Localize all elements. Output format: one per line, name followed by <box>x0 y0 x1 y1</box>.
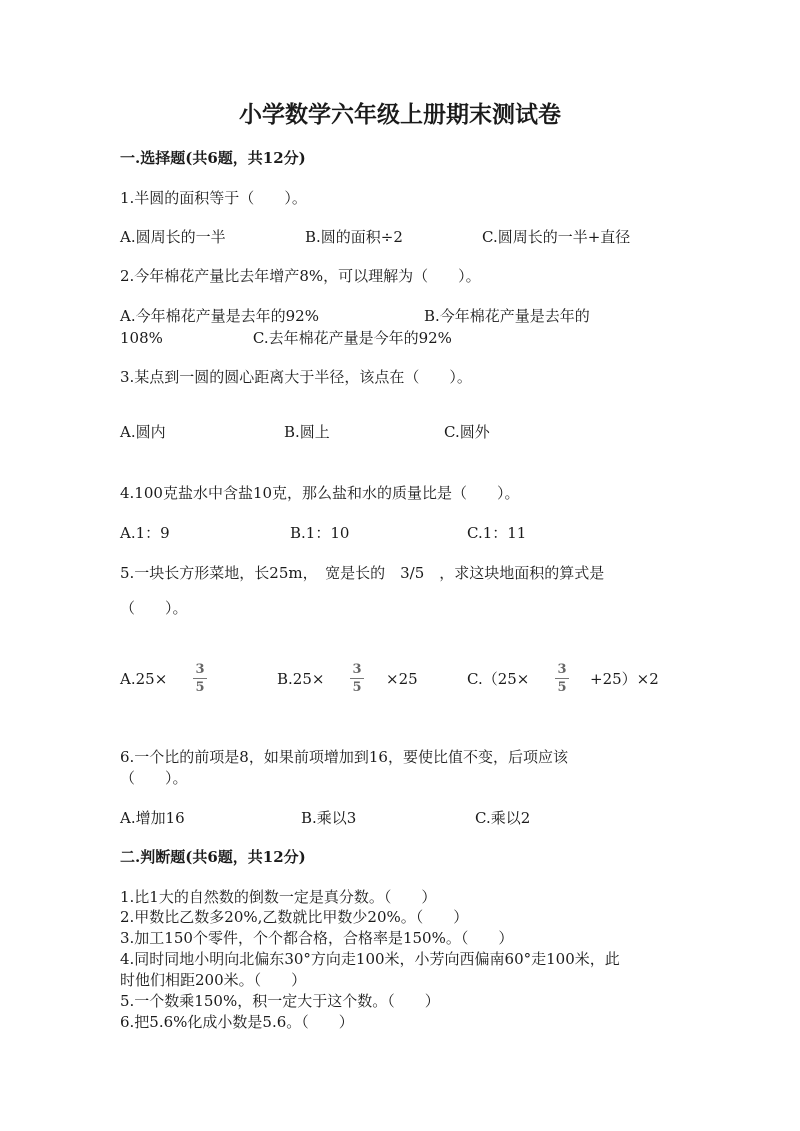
question-4-option-b: B.1：10 <box>290 524 350 542</box>
judgment-item-1: 1.比1大的自然数的倒数一定是真分数。（ ） <box>120 888 437 906</box>
question-6-stem-line1: 6.一个比的前项是8，如果前项增加到16，要使比值不变，后项应该 <box>120 748 568 766</box>
question-5-option-a: A.25× <box>120 670 168 688</box>
question-6-option-c: C.乘以2 <box>475 809 531 827</box>
question-5-option-c: C.（25× <box>467 670 530 688</box>
fraction-bar <box>193 678 207 679</box>
question-1-option-c: C.圆周长的一半+直径 <box>482 228 631 246</box>
question-2-options-line1: A.今年棉花产量是去年的92% B.今年棉花产量是去年的 <box>120 307 590 325</box>
judgment-item-6: 6.把5.6%化成小数是5.6。（ ） <box>120 1013 354 1031</box>
question-6-option-b: B.乘以3 <box>301 809 357 827</box>
question-4-option-c: C.1：11 <box>467 524 527 542</box>
section-heading-choice: 一.选择题(共6题，共12分) <box>120 149 306 167</box>
question-4-stem: 4.100克盐水中含盐10克，那么盐和水的质量比是（ ）。 <box>120 484 520 502</box>
page-title: 小学数学六年级上册期末测试卷 <box>239 101 561 128</box>
question-3-option-c: C.圆外 <box>444 423 490 441</box>
section-heading-judgment: 二.判断题(共6题，共12分) <box>120 848 306 866</box>
judgment-item-2: 2.甲数比乙数多20%,乙数就比甲数少20%。（ ） <box>120 908 469 926</box>
question-2-options-line2: 108% C.去年棉花产量是今年的92% <box>120 329 452 347</box>
question-5-stem-line2: （ ）。 <box>120 599 188 617</box>
fraction-bar <box>555 678 569 679</box>
question-4-option-a: A.1：9 <box>120 524 170 542</box>
question-3-stem: 3.某点到一圆的圆心距离大于半径，该点在（ ）。 <box>120 368 472 386</box>
question-5-stem-line1: 5.一块长方形菜地，长25m， 宽是长的 3/5 ，求这块地面积的算式是 <box>120 564 605 582</box>
question-6-option-a: A.增加16 <box>120 809 185 827</box>
question-5-option-b: B.25× <box>277 670 325 688</box>
judgment-item-3: 3.加工150个零件，个个都合格，合格率是150%。（ ） <box>120 929 514 947</box>
question-3-option-b: B.圆上 <box>284 423 330 441</box>
fraction-numerator: 3 <box>195 662 205 677</box>
judgment-item-4-line2: 时他们相距200米。（ ） <box>120 971 307 989</box>
question-2-stem: 2.今年棉花产量比去年增产8%，可以理解为（ ）。 <box>120 267 481 285</box>
question-6-stem-line2: （ ）。 <box>120 769 188 787</box>
judgment-item-4-line1: 4.同时同地小明向北偏东30°方向走100米，小芳向西偏南60°走100米，此 <box>120 950 620 968</box>
question-1-option-a: A.圆周长的一半 <box>120 228 226 246</box>
question-1-stem: 1.半圆的面积等于（ ）。 <box>120 189 307 207</box>
question-5-option-c-suffix: +25）×2 <box>590 670 659 688</box>
fraction-numerator: 3 <box>352 662 362 677</box>
fraction-3-5 <box>555 662 569 695</box>
fraction-denominator: 5 <box>195 680 205 695</box>
judgment-item-5: 5.一个数乘150%，积一定大于这个数。（ ） <box>120 992 440 1010</box>
fraction-denominator: 5 <box>557 680 567 695</box>
fraction-bar <box>350 678 364 679</box>
fraction-3-5 <box>193 662 207 695</box>
question-3-option-a: A.圆内 <box>120 423 166 441</box>
fraction-numerator: 3 <box>557 662 567 677</box>
question-5-option-b-suffix: ×25 <box>386 670 418 688</box>
fraction-denominator: 5 <box>352 680 362 695</box>
fraction-3-5 <box>350 662 364 695</box>
question-1-option-b: B.圆的面积÷2 <box>305 228 403 246</box>
